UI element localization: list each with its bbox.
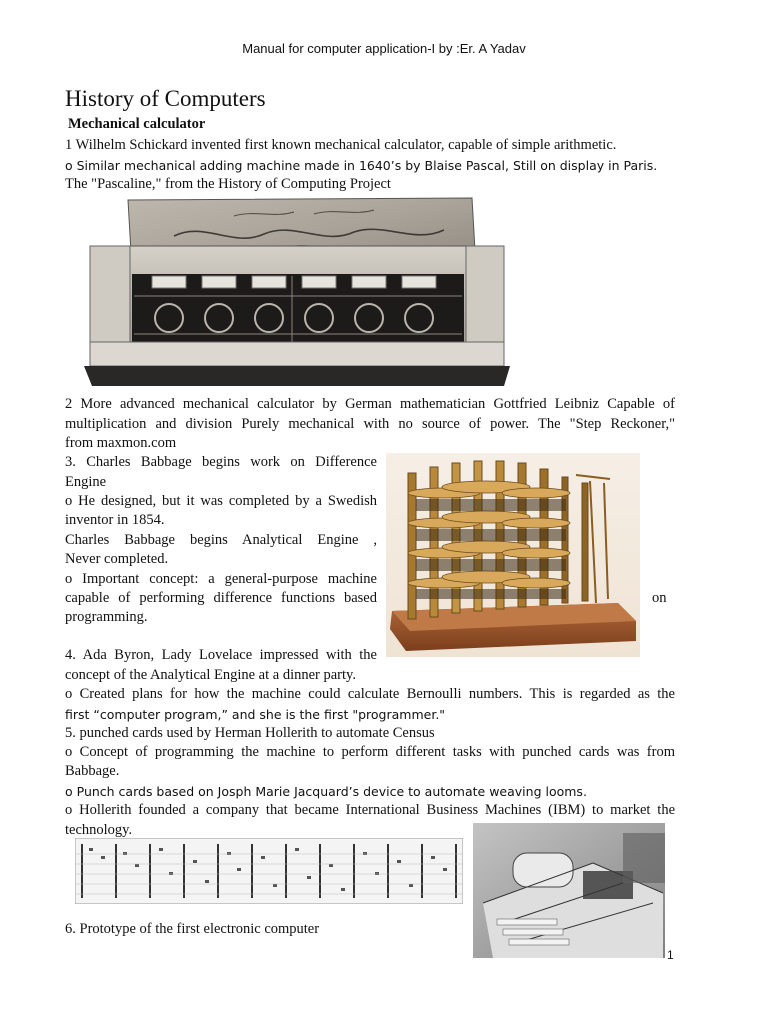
paragraph-line: Charles Babbage begins Analytical Engine , <box>65 532 377 548</box>
paragraph-line: o He designed, but it was completed by a Swedish <box>65 493 377 509</box>
paragraph-line: o Punch cards based on Josph Marie Jacquard’s device to automate weaving looms. <box>65 784 587 799</box>
paragraph-line: Babbage. <box>65 763 120 779</box>
difference-engine-image <box>386 453 640 657</box>
paragraph-line: from maxmon.com <box>65 435 177 451</box>
paragraph-line: 6. Prototype of the first electronic computer <box>65 921 320 937</box>
page-number: 1 <box>667 948 674 962</box>
page-header: Manual for computer application-I by :Er. A Yadav <box>242 41 526 56</box>
paragraph-line: first “computer program,” and she is the first "programmer." <box>65 707 446 722</box>
paragraph-line: Engine <box>65 474 107 490</box>
paragraph-line: o Hollerith founded a company that became International Business Machines (IBM) to market the <box>65 802 675 818</box>
paragraph-line: multiplication and division Purely mechanical with no source of power. The "Step Reckoner," <box>65 416 675 432</box>
paragraph-line: 4. Ada Byron, Lady Lovelace impressed with the <box>65 647 377 663</box>
paragraph-line: Never completed. <box>65 551 169 567</box>
paragraph-line: 5. punched cards used by Herman Hollerith to automate Census <box>65 725 435 741</box>
paragraph-line: o Important concept: a general-purpose machine <box>65 571 377 587</box>
paragraph-line: technology. <box>65 822 133 838</box>
paragraph-line: o Similar mechanical adding machine made in 1640’s by Blaise Pascal, Still on display in Paris. <box>65 158 658 173</box>
section-heading: Mechanical calculator <box>68 116 206 132</box>
page-title: History of Computers <box>65 86 266 111</box>
paragraph-line: o Concept of programming the machine to perform different tasks with punched cards was from <box>65 744 675 760</box>
paragraph-line: capable of performing difference functions based <box>65 590 377 606</box>
paragraph-line: The "Pascaline," from the History of Computing Project <box>65 176 391 192</box>
punched-card-image <box>75 838 463 904</box>
paragraph-line: 1 Wilhelm Schickard invented first known mechanical calculator, capable of simple arithmetic. <box>65 137 617 153</box>
paragraph-line: 3. Charles Babbage begins work on Difference <box>65 454 377 470</box>
paragraph-line: 2 More advanced mechanical calculator by German mathematician Gottfried Leibniz Capable of <box>65 396 675 412</box>
paragraph-line: inventor in 1854. <box>65 512 165 528</box>
paragraph-line: programming. <box>65 609 148 625</box>
paragraph-line: o Created plans for how the machine could calculate Bernoulli numbers. This is regarded as the <box>65 686 675 702</box>
paragraph-line: on <box>652 590 667 606</box>
tabulating-machine-image <box>473 823 665 958</box>
pascaline-image <box>84 196 510 388</box>
paragraph-line: concept of the Analytical Engine at a dinner party. <box>65 667 356 683</box>
